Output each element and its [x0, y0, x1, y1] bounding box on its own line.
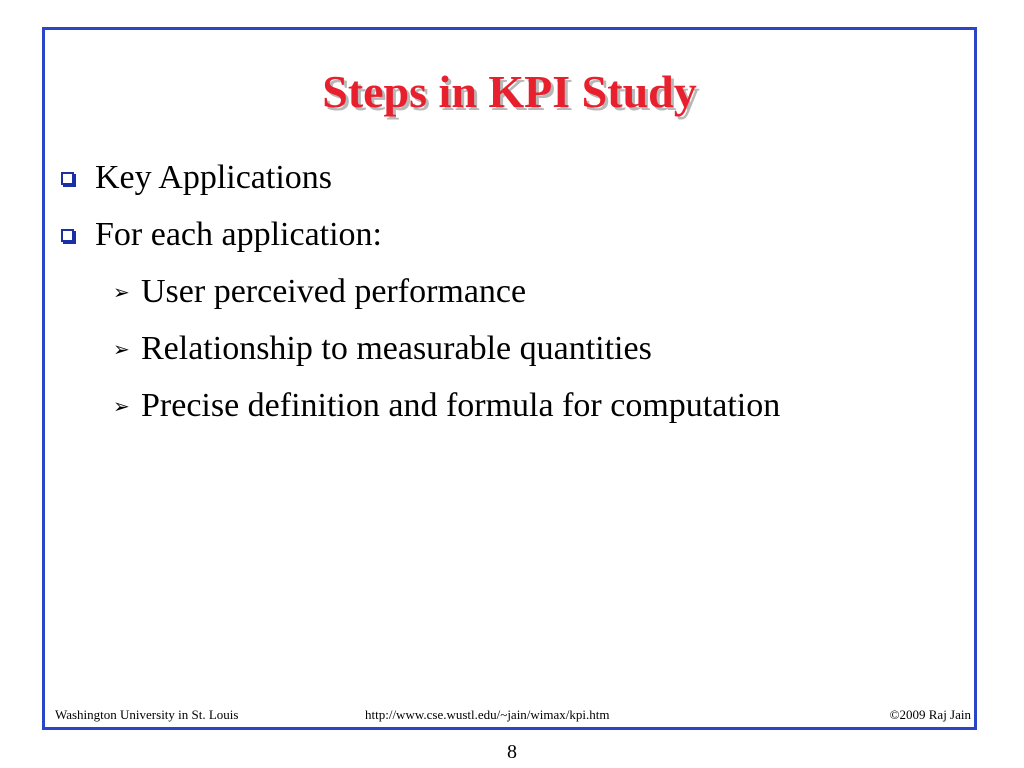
arrowhead-bullet-icon: ➢	[113, 280, 130, 304]
bullet-list	[61, 158, 780, 443]
sub-bullet-item	[61, 272, 780, 329]
hollow-square-bullet-icon	[61, 229, 74, 242]
footer-institution: Washington University in St. Louis	[55, 707, 239, 722]
page-number: 8	[507, 741, 517, 763]
bullet-text: Key Applications	[95, 159, 333, 196]
bullet-text: For each application:	[95, 216, 383, 253]
slide-frame	[42, 27, 977, 730]
hollow-square-bullet-icon	[61, 172, 74, 185]
sub-bullet-text: Relationship to measurable quantities	[141, 330, 652, 367]
sub-bullet-text: User perceived performance	[141, 273, 527, 310]
bullet-item	[61, 158, 780, 215]
footer-url: http://www.cse.wustl.edu/~jain/wimax/kpi.htm	[365, 707, 610, 722]
arrowhead-bullet-icon: ➢	[113, 394, 130, 418]
sub-bullet-text: Precise definition and formula for computation	[141, 387, 781, 424]
sub-bullet-item	[61, 386, 780, 443]
footer-copyright: ©2009 Raj Jain	[889, 707, 971, 722]
bullet-item	[61, 215, 780, 272]
sub-bullet-item	[61, 329, 780, 386]
arrowhead-bullet-icon: ➢	[113, 337, 130, 361]
slide-footer	[55, 707, 971, 723]
slide-title: Steps in KPI Study	[322, 66, 697, 117]
